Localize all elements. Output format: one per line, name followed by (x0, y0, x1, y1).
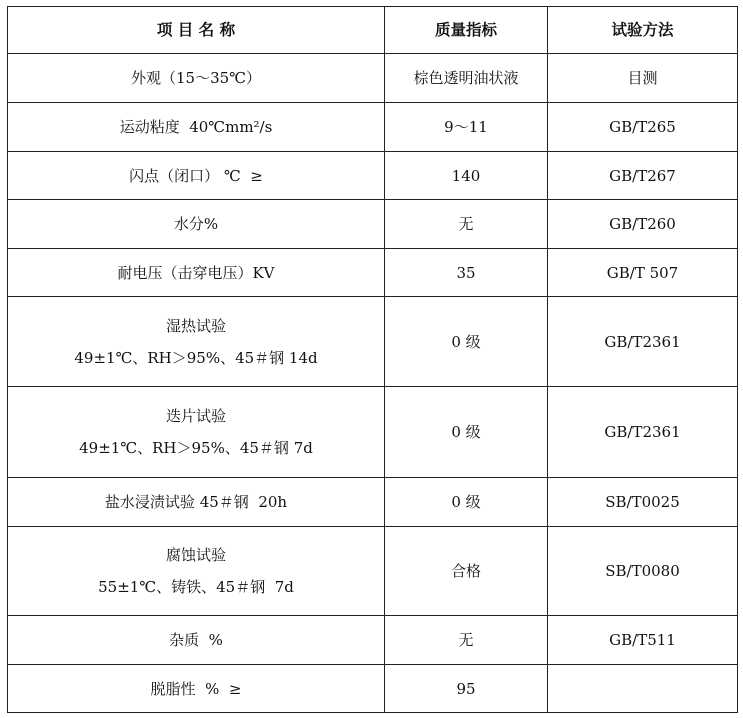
method-cell: GB/T511 (548, 616, 738, 665)
spec-cell: 0 级 (385, 387, 548, 478)
method-cell: 目测 (548, 54, 738, 103)
method-cell: SB/T0080 (548, 527, 738, 616)
item-cell (8, 387, 385, 478)
table-row (8, 478, 738, 527)
item-cell (8, 297, 385, 387)
item-cell: 运动粘度 40℃mm²/s (8, 103, 385, 152)
item-condition: 55±1℃、铸铁、45＃钢 7d (98, 578, 294, 596)
spec-cell: 无 (385, 200, 548, 249)
header-item: 项 目 名 称 (8, 7, 385, 54)
spec-cell: 无 (385, 616, 548, 665)
method-cell: GB/T265 (548, 103, 738, 152)
table-row (8, 616, 738, 665)
table-row (8, 103, 738, 152)
method-cell: GB/T260 (548, 200, 738, 249)
spec-cell: 0 级 (385, 297, 548, 387)
table-row (8, 527, 738, 616)
item-cell (8, 527, 385, 616)
item-title: 腐蚀试验 (165, 546, 226, 564)
method-cell: SB/T0025 (548, 478, 738, 527)
header-method: 试验方法 (548, 7, 738, 54)
method-cell: GB/T2361 (548, 387, 738, 478)
header-row (8, 7, 738, 54)
table-row (8, 200, 738, 249)
item-cell: 杂质 % (8, 616, 385, 665)
item-condition: 49±1℃、RH＞95%、45＃钢 7d (79, 439, 313, 457)
method-cell (548, 665, 738, 713)
item-title: 迭片试验 (165, 407, 226, 425)
spec-cell: 0 级 (385, 478, 548, 527)
spec-cell: 95 (385, 665, 548, 713)
item-cell: 盐水浸渍试验 45＃钢 20h (8, 478, 385, 527)
spec-cell: 棕色透明油状液 (385, 54, 548, 103)
item-cell: 水分% (8, 200, 385, 249)
spec-table (7, 6, 738, 713)
table-row (8, 665, 738, 713)
method-cell: GB/T267 (548, 152, 738, 200)
item-title: 湿热试验 (165, 316, 226, 335)
table-row (8, 297, 738, 387)
table-row (8, 387, 738, 478)
item-cell: 脱脂性 % ≥ (8, 665, 385, 713)
table-row (8, 249, 738, 297)
item-condition: 49±1℃、RH＞95%、45＃钢 14d (74, 348, 318, 367)
spec-cell: 35 (385, 249, 548, 297)
item-cell: 外观（15～35℃） (8, 54, 385, 103)
spec-cell: 140 (385, 152, 548, 200)
spec-cell: 合格 (385, 527, 548, 616)
method-cell: GB/T 507 (548, 249, 738, 297)
header-spec: 质量指标 (385, 7, 548, 54)
item-cell: 耐电压（击穿电压）KV (8, 249, 385, 297)
method-cell: GB/T2361 (548, 297, 738, 387)
table-row (8, 152, 738, 200)
spec-cell: 9～11 (385, 103, 548, 152)
table-row (8, 54, 738, 103)
item-cell: 闪点（闭口） ℃ ≥ (8, 152, 385, 200)
